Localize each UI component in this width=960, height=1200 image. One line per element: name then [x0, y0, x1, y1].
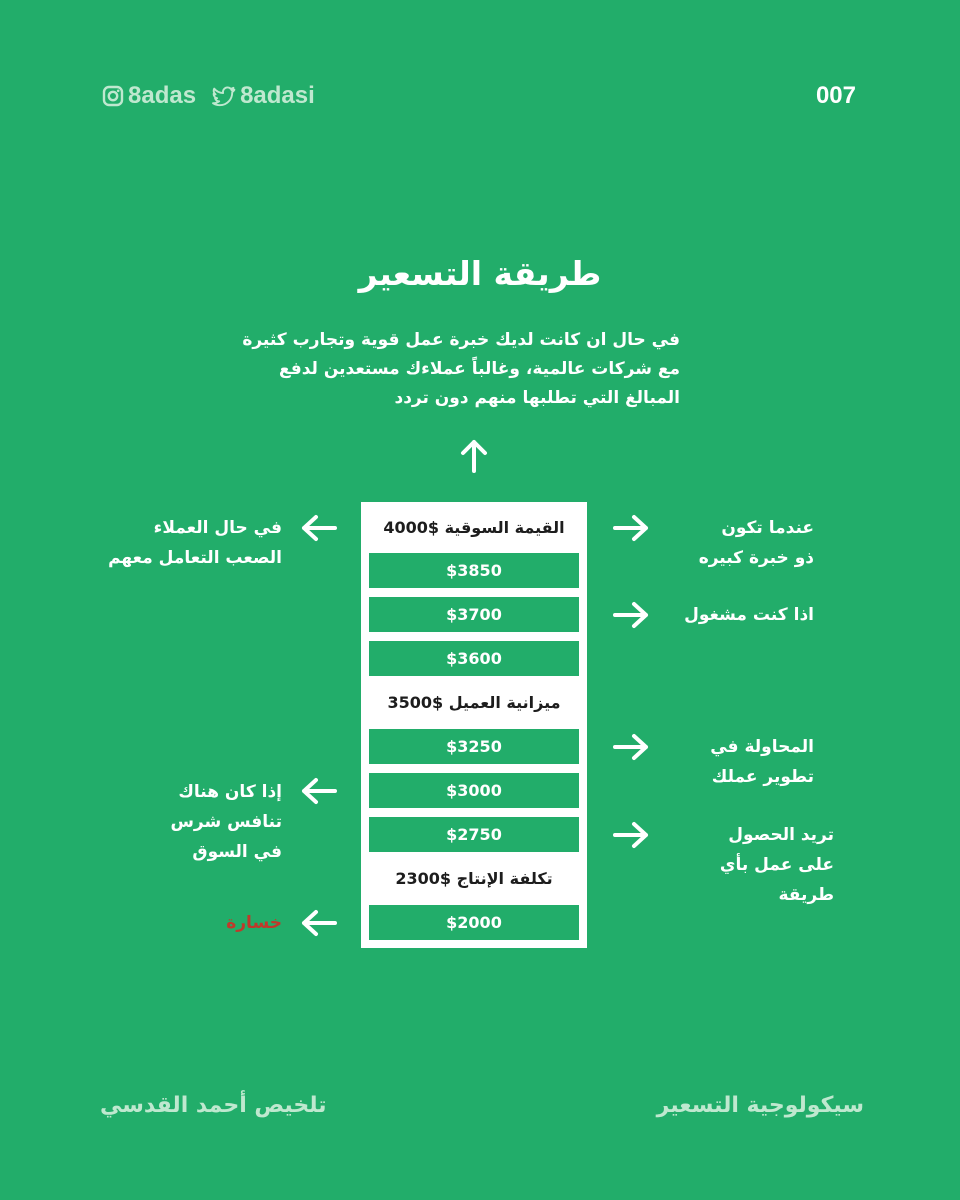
- note-line: خسارة: [226, 913, 282, 933]
- note-line: تنافس شرس: [170, 812, 282, 832]
- note-any-work: [664, 820, 834, 910]
- note-grow-work: [664, 732, 814, 792]
- right-arrow-icon: [612, 514, 650, 542]
- instagram-handle-text: 8adas: [128, 82, 197, 109]
- ladder-rung: $3850: [369, 553, 579, 588]
- note-fierce-competition: [100, 777, 282, 867]
- note-busy: [664, 600, 814, 630]
- note-difficult-clients: [80, 513, 282, 573]
- right-arrow-icon: [612, 821, 650, 849]
- intro-line: مع شركات عالمية، وغالباً عملاءك مستعدين لدفع: [278, 359, 680, 379]
- ladder-rung: $3700: [369, 597, 579, 632]
- intro-line: المبالغ التي تطلبها منهم دون تردد: [394, 388, 680, 408]
- ladder-rung-production-cost: تكلفة الإنتاج $2300: [369, 861, 579, 896]
- note-line: تريد الحصول: [728, 825, 834, 845]
- ladder-rung: $3000: [369, 773, 579, 808]
- twitter-handle[interactable]: [212, 82, 315, 110]
- ladder-rung: $3250: [369, 729, 579, 764]
- note-line: في السوق: [192, 842, 282, 862]
- social-handles: [102, 82, 315, 110]
- note-line: إذا كان هناك: [178, 782, 282, 802]
- ladder-rung-market-value: القيمة السوقية $4000: [369, 510, 579, 545]
- note-line: الصعب التعامل معهم: [108, 548, 282, 568]
- summary-credit: تلخيص أحمد القدسي: [100, 1093, 327, 1118]
- right-arrow-icon: [612, 601, 650, 629]
- note-line: عندما تكون: [721, 518, 814, 538]
- twitter-icon: [212, 85, 236, 107]
- note-line: تطوير عملك: [711, 767, 814, 787]
- left-arrow-icon: [300, 777, 338, 805]
- note-line: على عمل بأي طريقة: [719, 855, 834, 905]
- intro-line: في حال ان كانت لديك خبرة عمل قوية وتجارب كثيرة: [242, 330, 680, 350]
- price-ladder: [361, 502, 587, 948]
- right-arrow-icon: [612, 733, 650, 761]
- instagram-icon: [102, 85, 124, 107]
- up-arrow-icon: [460, 438, 488, 474]
- left-arrow-icon: [300, 909, 338, 937]
- note-line: ذو خبرة كبيره: [698, 548, 814, 568]
- page-title: طريقة التسعير: [358, 254, 602, 293]
- intro-paragraph: [230, 326, 680, 413]
- note-high-experience: [664, 513, 814, 573]
- ladder-rung: $2750: [369, 817, 579, 852]
- page-number: 007: [815, 82, 856, 109]
- note-line: في حال العملاء: [153, 518, 282, 538]
- ladder-rung: $2000: [369, 905, 579, 940]
- twitter-handle-text: 8adasi: [240, 82, 315, 109]
- note-line: اذا كنت مشغول: [684, 605, 814, 625]
- book-title: سيكولوجية التسعير: [656, 1093, 864, 1118]
- ladder-rung-client-budget: ميزانية العميل $3500: [369, 685, 579, 720]
- note-line: المحاولة في: [710, 737, 814, 757]
- instagram-handle[interactable]: [102, 82, 196, 110]
- ladder-rung: $3600: [369, 641, 579, 676]
- note-loss: [150, 908, 282, 938]
- left-arrow-icon: [300, 514, 338, 542]
